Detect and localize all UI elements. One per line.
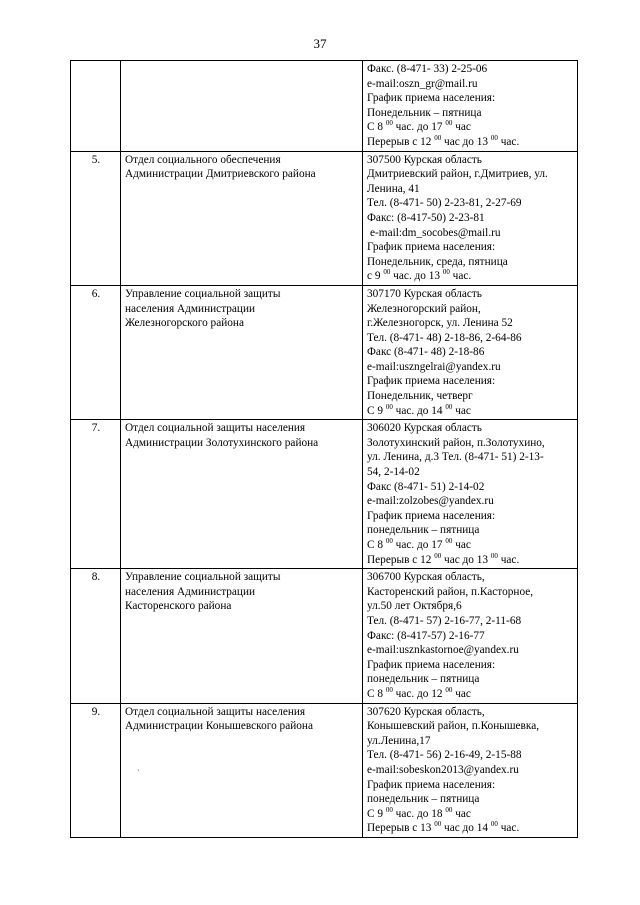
table-row: [71, 61, 578, 152]
contact-details-cell: [363, 420, 578, 569]
time-text: час: [452, 807, 471, 820]
time-minutes-superscript: 00: [434, 551, 442, 560]
contact-detail-line: e-mail:sobeskon2013@yandex.ru: [367, 763, 519, 776]
contact-detail-line: График приема населения:: [367, 778, 496, 791]
contact-detail-line: понедельник – пятница: [367, 673, 480, 686]
time-text: час.: [449, 270, 472, 283]
organization-cell: [121, 61, 363, 152]
contact-detail-line: Понедельник, четверг: [367, 390, 473, 403]
organization-name-line: Управление социальной защиты: [125, 287, 281, 300]
time-minutes-superscript: 00: [445, 119, 453, 128]
contact-detail-line: [367, 821, 574, 836]
organization-cell: [121, 151, 363, 285]
contact-detail-line: 307620 Курская область,: [367, 705, 485, 718]
contact-detail-line: Тел. (8-471- 50) 2-23-81, 2-27-69: [367, 197, 522, 210]
contact-detail-line: Касторенский район, п.Касторное,: [367, 585, 534, 598]
contact-detail-line: Золотухинский район, п.Золотухино,: [367, 436, 545, 449]
contact-detail-line: ул.Ленина,17: [367, 734, 431, 747]
row-number-cell: 5.: [71, 151, 121, 285]
contact-details-cell: [363, 151, 578, 285]
time-minutes-superscript: 00: [385, 119, 393, 128]
contact-detail-line: [367, 135, 574, 150]
contact-detail-line: понедельник – пятница: [367, 793, 480, 806]
contact-detail-line: График приема населения:: [367, 509, 496, 522]
contact-detail-line: 306020 Курская область: [367, 422, 482, 435]
contact-detail-line: Дмитриевский район, г.Дмитриев, ул.: [367, 168, 548, 181]
organization-name-line: Администрации Дмитриевского района: [125, 168, 316, 181]
time-text: час до 13: [441, 135, 491, 148]
contact-details-cell: [363, 569, 578, 703]
time-minutes-superscript: 00: [385, 685, 393, 694]
row-number-cell: 6.: [71, 285, 121, 419]
contact-detail-line: e-mail:dm_socobes@mail.ru: [370, 226, 501, 239]
time-minutes-superscript: 00: [490, 820, 498, 829]
organization-name-line: Управление социальной защиты: [125, 571, 281, 584]
contact-detail-line: [367, 553, 574, 568]
time-text: час. до 13: [390, 270, 443, 283]
time-text: час.: [497, 822, 520, 835]
contact-detail-line: Ленина, 41: [367, 182, 420, 195]
contact-detail-line: ул.50 лет Октября,6: [367, 600, 462, 613]
scan-speck: ·: [137, 766, 140, 775]
contact-detail-line: Понедельник, среда, пятница: [367, 255, 508, 268]
time-text: С 8: [367, 539, 386, 551]
contact-detail-line: e-mail:uszngelrai@yandex.ru: [367, 360, 501, 373]
organization-name-line: Администрации Конышевского района: [125, 720, 313, 733]
contact-detail-line: e-mail:oszn_gr@mail.ru: [367, 77, 478, 90]
time-text: час до 13: [441, 553, 491, 566]
contact-detail-line: Факс (8-471- 48) 2-18-86: [367, 346, 485, 359]
table-row: [71, 703, 578, 837]
contact-detail-line: Тел. (8-471- 48) 2-18-86, 2-64-86: [367, 331, 522, 344]
time-minutes-superscript: 00: [445, 805, 453, 814]
organization-name-line: Отдел социальной защиты населения: [125, 422, 306, 435]
time-text: час. до 17: [392, 539, 446, 551]
time-minutes-superscript: 00: [445, 537, 453, 545]
contact-detail-line: [367, 269, 574, 284]
time-minutes-superscript: 00: [383, 268, 391, 277]
contact-detail-line: Факс: (8-417-57) 2-16-77: [367, 629, 485, 642]
time-text: С 8: [367, 121, 386, 134]
contact-detail-line: График приема населения:: [367, 92, 496, 105]
contact-details-cell: [363, 703, 578, 837]
contact-detail-line: Тел. (8-471- 57) 2-16-77, 2-11-68: [367, 614, 522, 627]
contact-detail-line: понедельник – пятница: [367, 524, 480, 537]
time-minutes-superscript: 00: [434, 820, 442, 829]
contact-detail-line: График приема населения:: [367, 658, 496, 671]
contact-detail-line: Факс (8-471- 51) 2-14-02: [367, 480, 485, 493]
contact-detail-line: Факс: (8-417-50) 2-23-81: [367, 211, 485, 224]
table-row: [71, 151, 578, 285]
time-text: Перерыв с 13: [367, 822, 435, 835]
contact-detail-line: Железногорский район,: [367, 302, 481, 315]
row-number-cell: 7.: [71, 420, 121, 569]
time-text: Перерыв с 12: [367, 553, 435, 566]
time-text: час до 14: [441, 822, 491, 835]
contact-details-cell: [363, 61, 578, 152]
time-text: час: [452, 539, 471, 551]
time-text: Перерыв с 12: [367, 135, 435, 148]
time-minutes-superscript: 00: [442, 268, 450, 277]
contact-detail-line: [367, 807, 574, 822]
time-minutes-superscript: 00: [490, 551, 498, 560]
time-text: С 8: [367, 687, 386, 700]
contact-detail-line: e-mail:usznkastornoe@yandex.ru: [367, 644, 519, 657]
time-text: час. до 14: [392, 404, 446, 417]
row-number-cell: 9.: [71, 703, 121, 837]
organization-name-line: Отдел социальной защиты населения: [125, 705, 306, 718]
time-text: час. до 18: [392, 807, 446, 820]
contact-detail-line: 54, 2-14-02: [367, 466, 420, 479]
table-row: [71, 420, 578, 569]
time-text: час.: [497, 553, 520, 566]
page-number: 37: [313, 36, 327, 51]
contact-detail-line: Конышевский район, п.Конышевка,: [367, 720, 540, 733]
row-number-cell: 8.: [71, 569, 121, 703]
contact-detail-line: [367, 687, 574, 702]
contact-detail-line: Тел. (8-471- 56) 2-16-49, 2-15-88: [367, 749, 522, 762]
organization-name-line: населения Администрации: [125, 302, 256, 315]
time-text: С 9: [367, 807, 386, 820]
contact-detail-line: [367, 404, 574, 419]
time-minutes-superscript: 00: [385, 537, 393, 545]
table-row: [71, 285, 578, 419]
contact-detail-line: 307170 Курская область: [367, 287, 482, 300]
contact-detail-line: [367, 120, 574, 135]
time-text: час. до 12: [392, 687, 446, 700]
contact-detail-line: [367, 538, 574, 553]
time-text: С 9: [367, 404, 386, 417]
organization-name-line: Администрации Золотухинского района: [125, 436, 319, 449]
time-minutes-superscript: 00: [445, 402, 453, 411]
contact-detail-line: Факс. (8-471- 33) 2-25-06: [367, 63, 488, 75]
table-body: [71, 61, 578, 838]
time-minutes-superscript: 00: [434, 133, 442, 142]
contact-detail-line: График приема населения:: [367, 375, 496, 388]
contact-detail-line: 306700 Курская область,: [367, 571, 485, 584]
time-minutes-superscript: 00: [385, 805, 393, 814]
time-text: час.: [497, 135, 520, 148]
contact-details-cell: [363, 285, 578, 419]
time-text: час: [452, 404, 471, 417]
organization-name-line: Железногорского района: [125, 317, 244, 330]
time-text: час. до 17: [392, 121, 446, 134]
contact-detail-line: График приема населения:: [367, 241, 496, 254]
time-minutes-superscript: 00: [385, 402, 393, 411]
contact-detail-line: e-mail:zolzobes@yandex.ru: [367, 495, 494, 508]
organization-name-line: населения Администрации: [125, 585, 256, 598]
contacts-table: [70, 60, 578, 838]
contact-detail-line: Понедельник – пятница: [367, 106, 482, 119]
time-text: час: [452, 121, 471, 134]
contact-detail-line: г.Железногорск, ул. Ленина 52: [367, 317, 513, 330]
time-minutes-superscript: 00: [490, 133, 498, 142]
time-minutes-superscript: 00: [445, 685, 453, 694]
time-text: час: [452, 687, 471, 700]
organization-cell: [121, 569, 363, 703]
organization-cell: [121, 285, 363, 419]
table-row: [71, 569, 578, 703]
contact-detail-line: ул. Ленина, д.3 Тел. (8-471- 51) 2-13-: [367, 451, 544, 464]
contact-detail-line: 307500 Курская область: [367, 153, 482, 166]
organization-cell: [121, 703, 363, 837]
row-number-cell: [71, 61, 121, 152]
organization-name-line: Отдел социального обеспечения: [125, 153, 281, 166]
organization-cell: [121, 420, 363, 569]
organization-name-line: Касторенского района: [125, 600, 232, 613]
time-text: с 9: [367, 270, 384, 283]
